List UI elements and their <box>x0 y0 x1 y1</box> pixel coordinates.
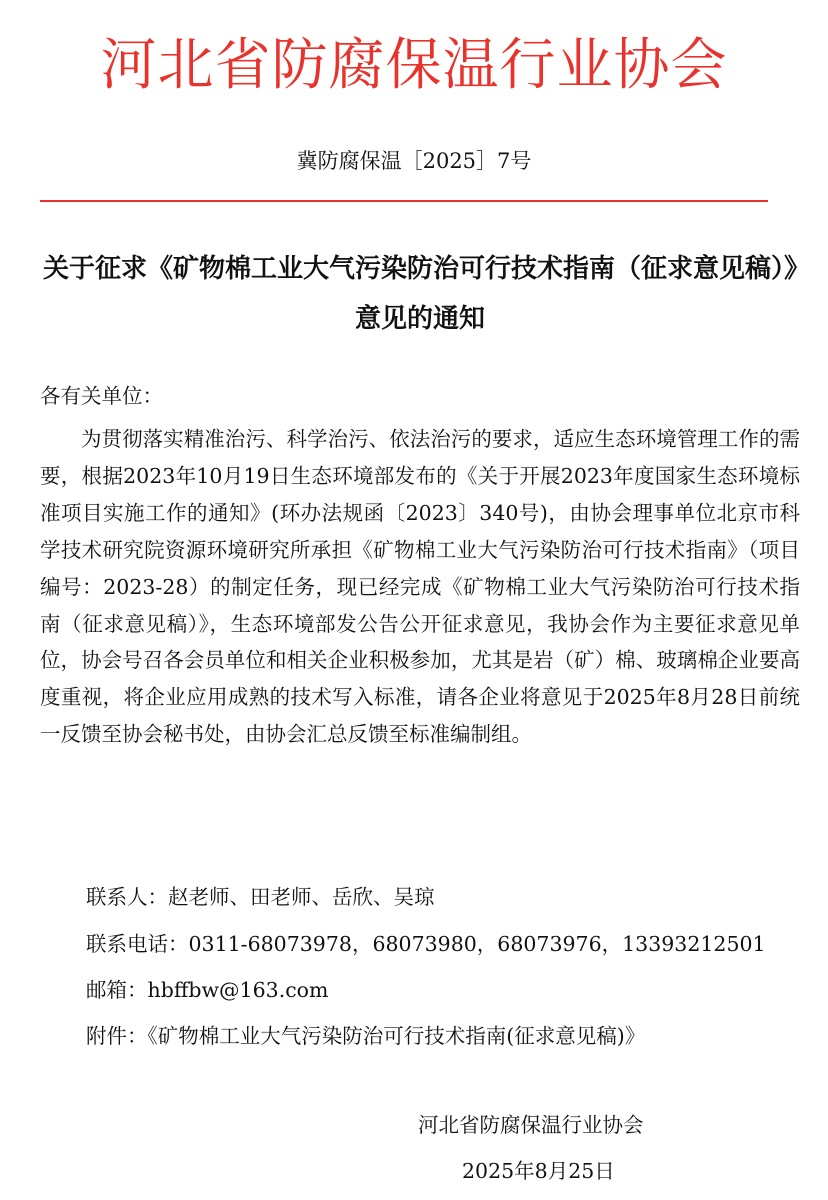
document-number: 冀防腐保温［2025］7号 <box>296 149 532 173</box>
notice-title: 关于征求《矿物棉工业大气污染防治可行技术指南（征求意见稿）》意见的通知 <box>42 254 797 334</box>
contact-email: 邮箱：hbffbw@163.com <box>86 978 329 1002</box>
red-divider-line <box>40 200 768 202</box>
signature-organization: 河北省防腐保温行业协会 <box>418 1113 644 1137</box>
attachment-line: 附件：《矿物棉工业大气污染防治可行技术指南(征求意见稿)》 <box>86 1024 646 1048</box>
body-paragraph: 为贯彻落实精准治污、科学治污、依法治污的要求，适应生态环境管理工作的需要，根据2023年10月19日生态环境部发布的《关于开展2023年度国家生态环境标准项目实施工作的通知》(环办法规函〔2023〕340号)，由协会理事单位北京市科学技术研究院资源环境研究所承担《矿物棉工业大气污染防治可行技术指南》（项目编号：2023-28）的制定任务，现已经完成《矿物棉工业大气污染防治可行技术指南（征求意见稿）》，生态环境部发公告公开征求意见，我协会作为主要征求意见单位，协会号召各会员单位和相关企业积极参加，尤其是岩（矿）棉、玻璃棉企业要高度重视，将企业应用成熟的技术写入标准，请各企业将意见于2025年8月28日前统一反馈至协会秘书处，由协会汇总反馈至标准编制组。 <box>40 427 800 747</box>
issue-date: 2025年8月25日 <box>462 1159 615 1183</box>
contact-phone: 联系电话：0311-68073978，68073980，68073976，13393212501 <box>86 932 766 956</box>
organization-letterhead: 河北省防腐保温行业协会 <box>100 33 728 98</box>
salutation: 各有关单位： <box>40 384 163 408</box>
contact-persons: 联系人：赵老师、田老师、岳欣、吴琼 <box>86 885 435 909</box>
